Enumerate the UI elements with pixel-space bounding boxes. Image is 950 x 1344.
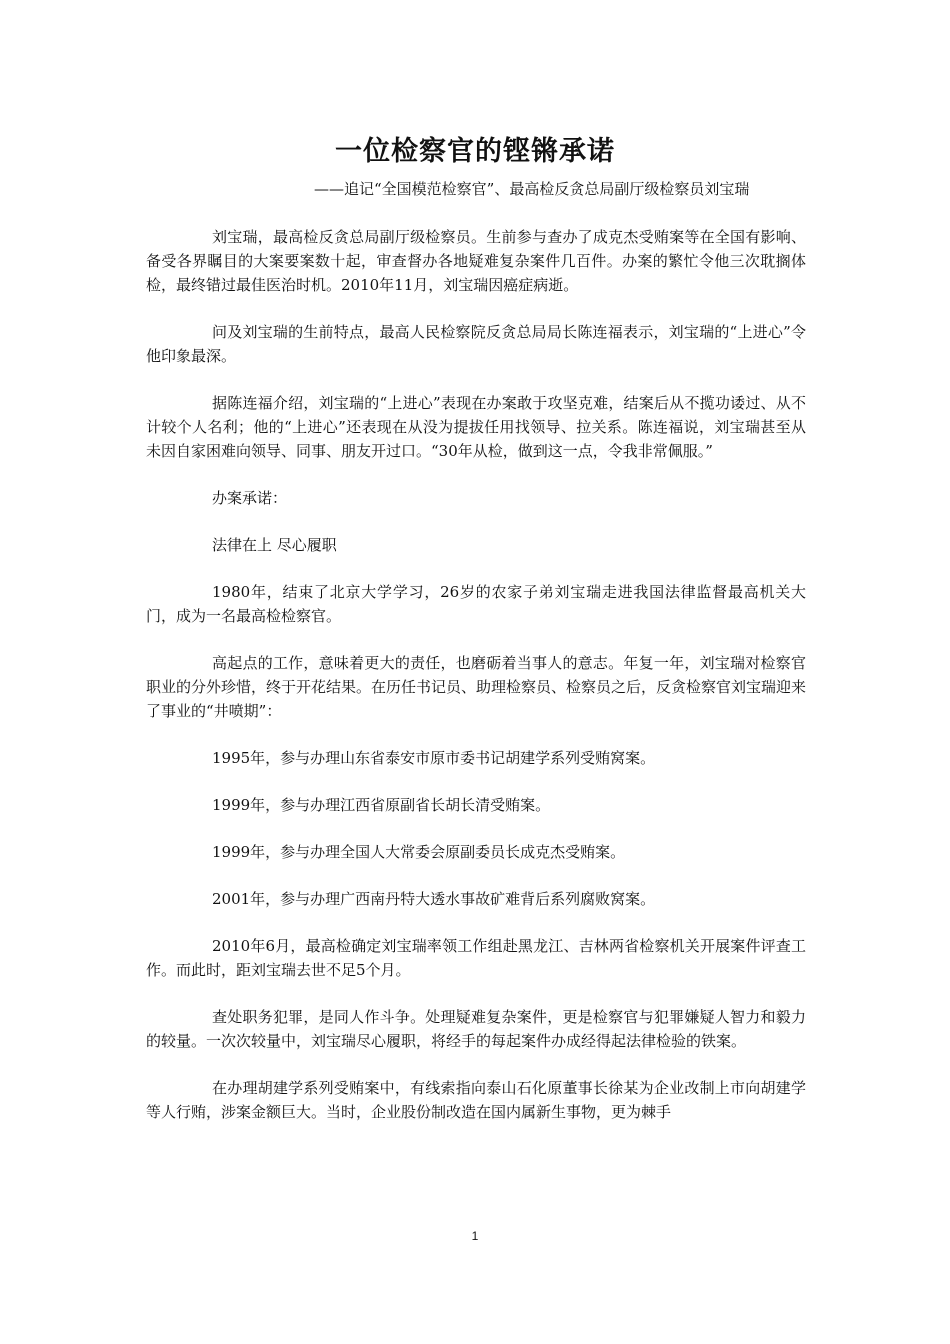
body-paragraph: 在办理胡建学系列受贿案中，有线索指向泰山石化原董事长徐某为企业改制上市向胡建学等人行贿，涉案金额巨大。当时，企业股份制改造在国内属新生事物，更为棘手 <box>146 1079 806 1121</box>
page-number: 1 <box>471 1229 479 1243</box>
timeline-item: 1995年，参与办理山东省泰安市原市委书记胡建学系列受贿窝案。 <box>212 749 656 767</box>
document-body <box>146 225 806 1147</box>
body-paragraph: 问及刘宝瑞的生前特点，最高人民检察院反贪总局局长陈连福表示，刘宝瑞的“上进心”令他印象最深。 <box>146 323 806 365</box>
timeline-item: 1999年，参与办理全国人大常委会原副委员长成克杰受贿案。 <box>212 843 626 861</box>
timeline-item: 1999年，参与办理江西省原副省长胡长清受贿案。 <box>212 796 551 814</box>
section-label: 办案承诺： <box>212 489 288 507</box>
timeline-item: 2001年，参与办理广西南丹特大透水事故矿难背后系列腐败窝案。 <box>212 890 656 908</box>
section-heading: 法律在上 尽心履职 <box>212 536 337 554</box>
body-paragraph: 高起点的工作，意味着更大的责任，也磨砺着当事人的意志。年复一年，刘宝瑞对检察官职业的分外珍惜，终于开花结果。在历任书记员、助理检察员、检察员之后，反贪检察官刘宝瑞迎来了事业的“井喷期”： <box>146 654 807 720</box>
body-paragraph: 查处职务犯罪，是同人作斗争。处理疑难复杂案件，更是检察官与犯罪嫌疑人智力和毅力的较量。一次次较量中，刘宝瑞尽心履职，将经手的每起案件办成经得起法律检验的铁案。 <box>146 1008 806 1050</box>
body-paragraph: 据陈连福介绍，刘宝瑞的“上进心”表现在办案敢于攻坚克难，结案后从不揽功诿过、从不计较个人名利；他的“上进心”还表现在从没为提拔任用找领导、拉关系。陈连福说，刘宝瑞甚至从未因自家困难向领导、同事、朋友开过口。“30年从检，做到这一点，令我非常佩服。” <box>146 394 806 460</box>
body-paragraph: 1980年，结束了北京大学学习，26岁的农家子弟刘宝瑞走进我国法律监督最高机关大门，成为一名最高检检察官。 <box>146 583 806 625</box>
timeline-item: 2010年6月，最高检确定刘宝瑞率领工作组赴黑龙江、吉林两省检察机关开展案件评查工作。而此时，距刘宝瑞去世不足5个月。 <box>146 937 806 979</box>
body-paragraph: 刘宝瑞，最高检反贪总局副厅级检察员。生前参与查办了成克杰受贿案等在全国有影响、备受各界瞩目的大案要案数十起，审查督办各地疑难复杂案件几百件。办案的繁忙令他三次耽搁体检，最终错过最佳医治时机。2010年11月，刘宝瑞因癌症病逝。 <box>146 228 806 294</box>
document-subtitle: ——追记“全国模范检察官”、最高检反贪总局副厅级检察员刘宝瑞 <box>314 180 750 198</box>
document-title: 一位检察官的铿锵承诺 <box>335 136 615 167</box>
